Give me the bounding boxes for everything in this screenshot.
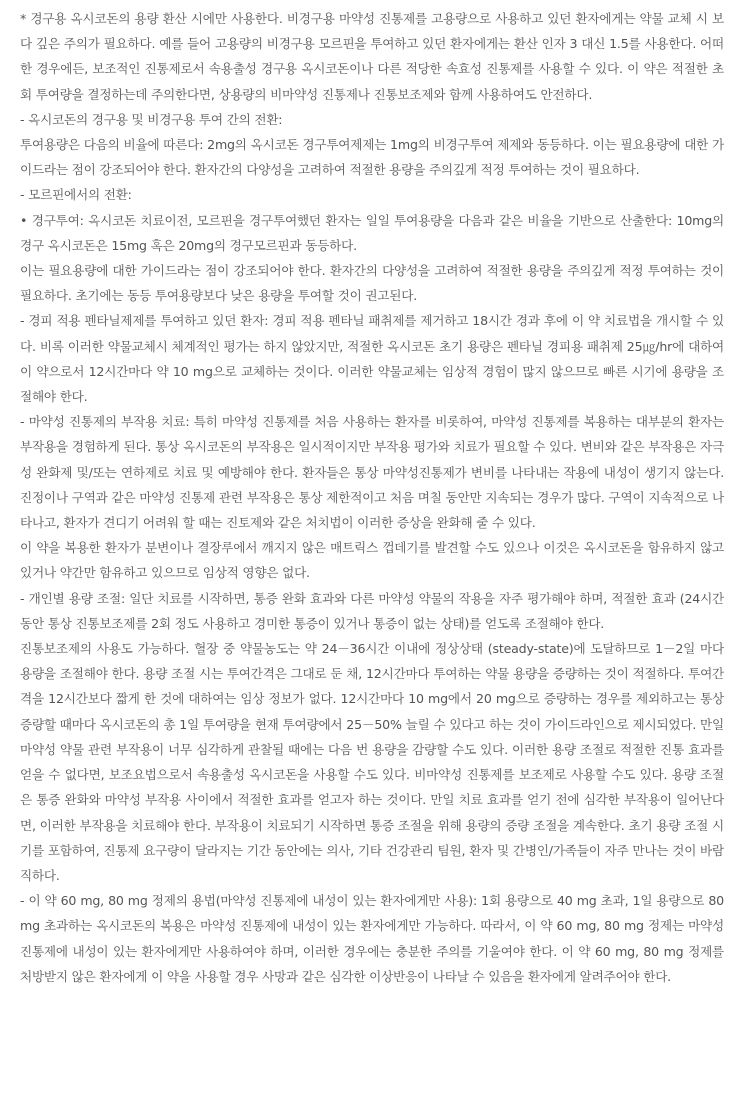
paragraph-side-effect-treatment: - 마약성 진통제의 부작용 치료: 특히 마약성 진통제를 처음 사용하는 환자를 비롯하여, 마약성 진통제를 복용하는 대부분의 환자는 부작용을 경험하게 된다. 통상 옥시코돈의 부작용은 일시적이지만 부작용 평가와 치료가 필요할 수 있다. 변비와 같은 부작용은 자극성 완화제 및/또는 연하제로 치료 및 예방해야 한다. 환자들은 통상 마약성진통제가 변비를 나타내는 작용에 내성이 생기지 않는다. 진정이나 구역과 같은 마약성 진통제 관련 부작용은 통상 제한적이고 처음 며칠 동안만 지속되는 경우가 많다. 구역이 지속적으로 나타나고, 환자가 견디기 어려워 할 때는 진토제와 같은 처치법이 이러한 증상을 완화해 줄 수 있다.: [20, 414, 724, 531]
paragraph-fentanyl-conversion: - 경피 적용 펜타닐제제를 투여하고 있던 환자: 경피 적용 펜타닐 패취제를 제거하고 18시간 경과 후에 이 약 치료법을 개시할 수 있다. 비록 이러한 약물교체시 체계적인 평가는 하지 않았지만, 적절한 옥시코돈 초기 용량은 펜타닐 경피용 패취제 25㎍/hr에 대하여 이 약으로서 12시간마다 약 10 mg으로 교체하는 것이다. 이러한 약물교체는 임상적 경험이 많지 않으므로 빠른 시기에 용량을 조절해야 한다.: [20, 313, 724, 405]
paragraph-guidance-note: 이는 필요용량에 대한 가이드라는 점이 강조되어야 한다. 환자간의 다양성을 고려하여 적절한 용량을 주의깊게 적정 투여하는 것이 필요하다. 초기에는 동등 투여용량보다 낮은 용량을 투여할 것이 권고된다.: [20, 263, 724, 304]
heading-morphine-conversion: - 모르핀에서의 전환:: [20, 187, 132, 203]
paragraph-individual-titration: - 개인별 용량 조절: 일단 치료를 시작하면, 통증 완화 효과와 다른 마약성 약물의 작용을 자주 평가해야 하며, 적절한 효과 (24시간 동안 통상 진통보조제를 2회 정도 사용하고 경미한 통증이 있거나 통증이 없는 상태)를 얻도록 조절해야 한다.: [20, 590, 724, 631]
paragraph-oral-parenteral-ratio: 투여용량은 다음의 비율에 따른다: 2mg의 옥시코돈 경구투여제제는 1mg의 비경구투여 제제와 동등하다. 이는 필요용량에 대한 가이드라는 점이 강조되어야 한다. 환자간의 다양성을 고려하여 적절한 용량을 주의깊게 적정 투여하는 것이 필요하다.: [20, 137, 724, 178]
heading-oral-parenteral-conversion: - 옥시코돈의 경구용 및 비경구용 투여 간의 전환:: [20, 111, 283, 127]
paragraph-high-dose-tablets: - 이 약 60 mg, 80 mg 정제의 용법(마약성 진통제에 내성이 있는 환자에게만 사용): 1회 용량으로 40 mg 초과, 1일 용량으로 80 mg 초과하는 옥시코돈의 복용은 마약성 진통제에 내성이 있는 환자에게만 가능하다. 따라서, 이 약 60 mg, 80 mg 정제는 마약성 진통제에 내성이 있는 환자에게만 사용하여야 하며, 이러한 경우에는 충분한 주의를 기울여야 한다. 이 약 60 mg, 80 mg 정제를 처방받지 않은 환자에게 이 약을 사용할 경우 사망과 같은 심각한 이상반응이 나타날 수 있음을 환자에게 알려주어야 한다.: [20, 893, 724, 984]
paragraph-conversion-note: * 경구용 옥시코돈의 용량 환산 시에만 사용한다. 비경구용 마약성 진통제를 고용량으로 사용하고 있던 환자에게는 약물 교체 시 보다 깊은 주의가 필요하다. 예를 들어 고용량의 비경구용 모르핀을 투여하고 있던 환자에게는 환산 인자 3 대신 1.5를 사용한다. 어떠한 경우에든, 보조적인 진통제로서 속용출성 경구용 옥시코돈이나 다른 적당한 속효성 진통제를 사용할 수 있다. 이 약은 적절한 초회 투여량을 결정하는데 주의한다면, 상용량의 비마약성 진통제나 진통보조제와 함께 사용하여도 안전하다.: [20, 11, 724, 102]
paragraph-oral-morphine-ratio: • 경구투여: 옥시코돈 치료이전, 모르핀을 경구투여했던 환자는 일일 투여용량을 다음과 같은 비율을 기반으로 산출한다: 10mg의 경구 옥시코돈은 15mg 혹은 20mg의 경구모르핀과 동등하다.: [20, 212, 724, 253]
paragraph-matrix-shell: 이 약을 복용한 환자가 분변이나 결장루에서 깨지지 않은 매트릭스 껍데기를 발견할 수도 있으나 이것은 옥시코돈을 함유하지 않고 있거나 약간만 함유하고 있으므로 임상적 영향은 없다.: [20, 540, 724, 581]
paragraph-rescue-medication: 진통보조제의 사용도 가능하다. 혈장 중 약물농도는 약 24－36시간 이내에 정상상태 (steady-state)에 도달하므로 1－2일 마다 용량을 조절해야 한다. 용량 조절 시는 투여간격은 그대로 둔 채, 12시간마다 투여하는 약물 용량을 증량하는 것이 적절하다. 투여간격을 12시간보다 짧게 한 것에 대하여는 임상 정보가 없다. 12시간마다 10 mg에서 20 mg으로 증량하는 경우를 제외하고는 통상 증량할 때마다 옥시코돈의 총 1일 투여량을 현재 투여량에서 25－50% 늘릴 수 있다고 하는 것이 가이드라인으로 제시되었다. 만일 마약성 약물 관련 부작용이 너무 심각하게 관찰될 때에는 다음 번 용량을 감량할 수도 있다. 이러한 용량 조절로 적절한 진통 효과를 얻을 수 없다면, 보조요법으로서 속용출성 옥시코돈을 사용할 수도 있다. 비마약성 진통제를 보조제로 사용할 수도 있다. 용량 조절은 통증 완화와 마약성 부작용 사이에서 적절한 효과를 얻고자 하는 것이다. 만일 치료 효과를 얻기 전에 심각한 부작용이 일어난다면, 이러한 부작용을 치료해야 한다. 부작용이 치료되기 시작하면 통증 조절을 위해 용량의 증량 조절을 계속한다. 초기 용량 조절 시기를 포함하여, 진통제 요구량이 달라지는 기간 동안에는 의사, 기타 건강관리 팀원, 환자 및 간병인/가족들이 자주 만나는 것이 바람직하다.: [20, 641, 724, 883]
